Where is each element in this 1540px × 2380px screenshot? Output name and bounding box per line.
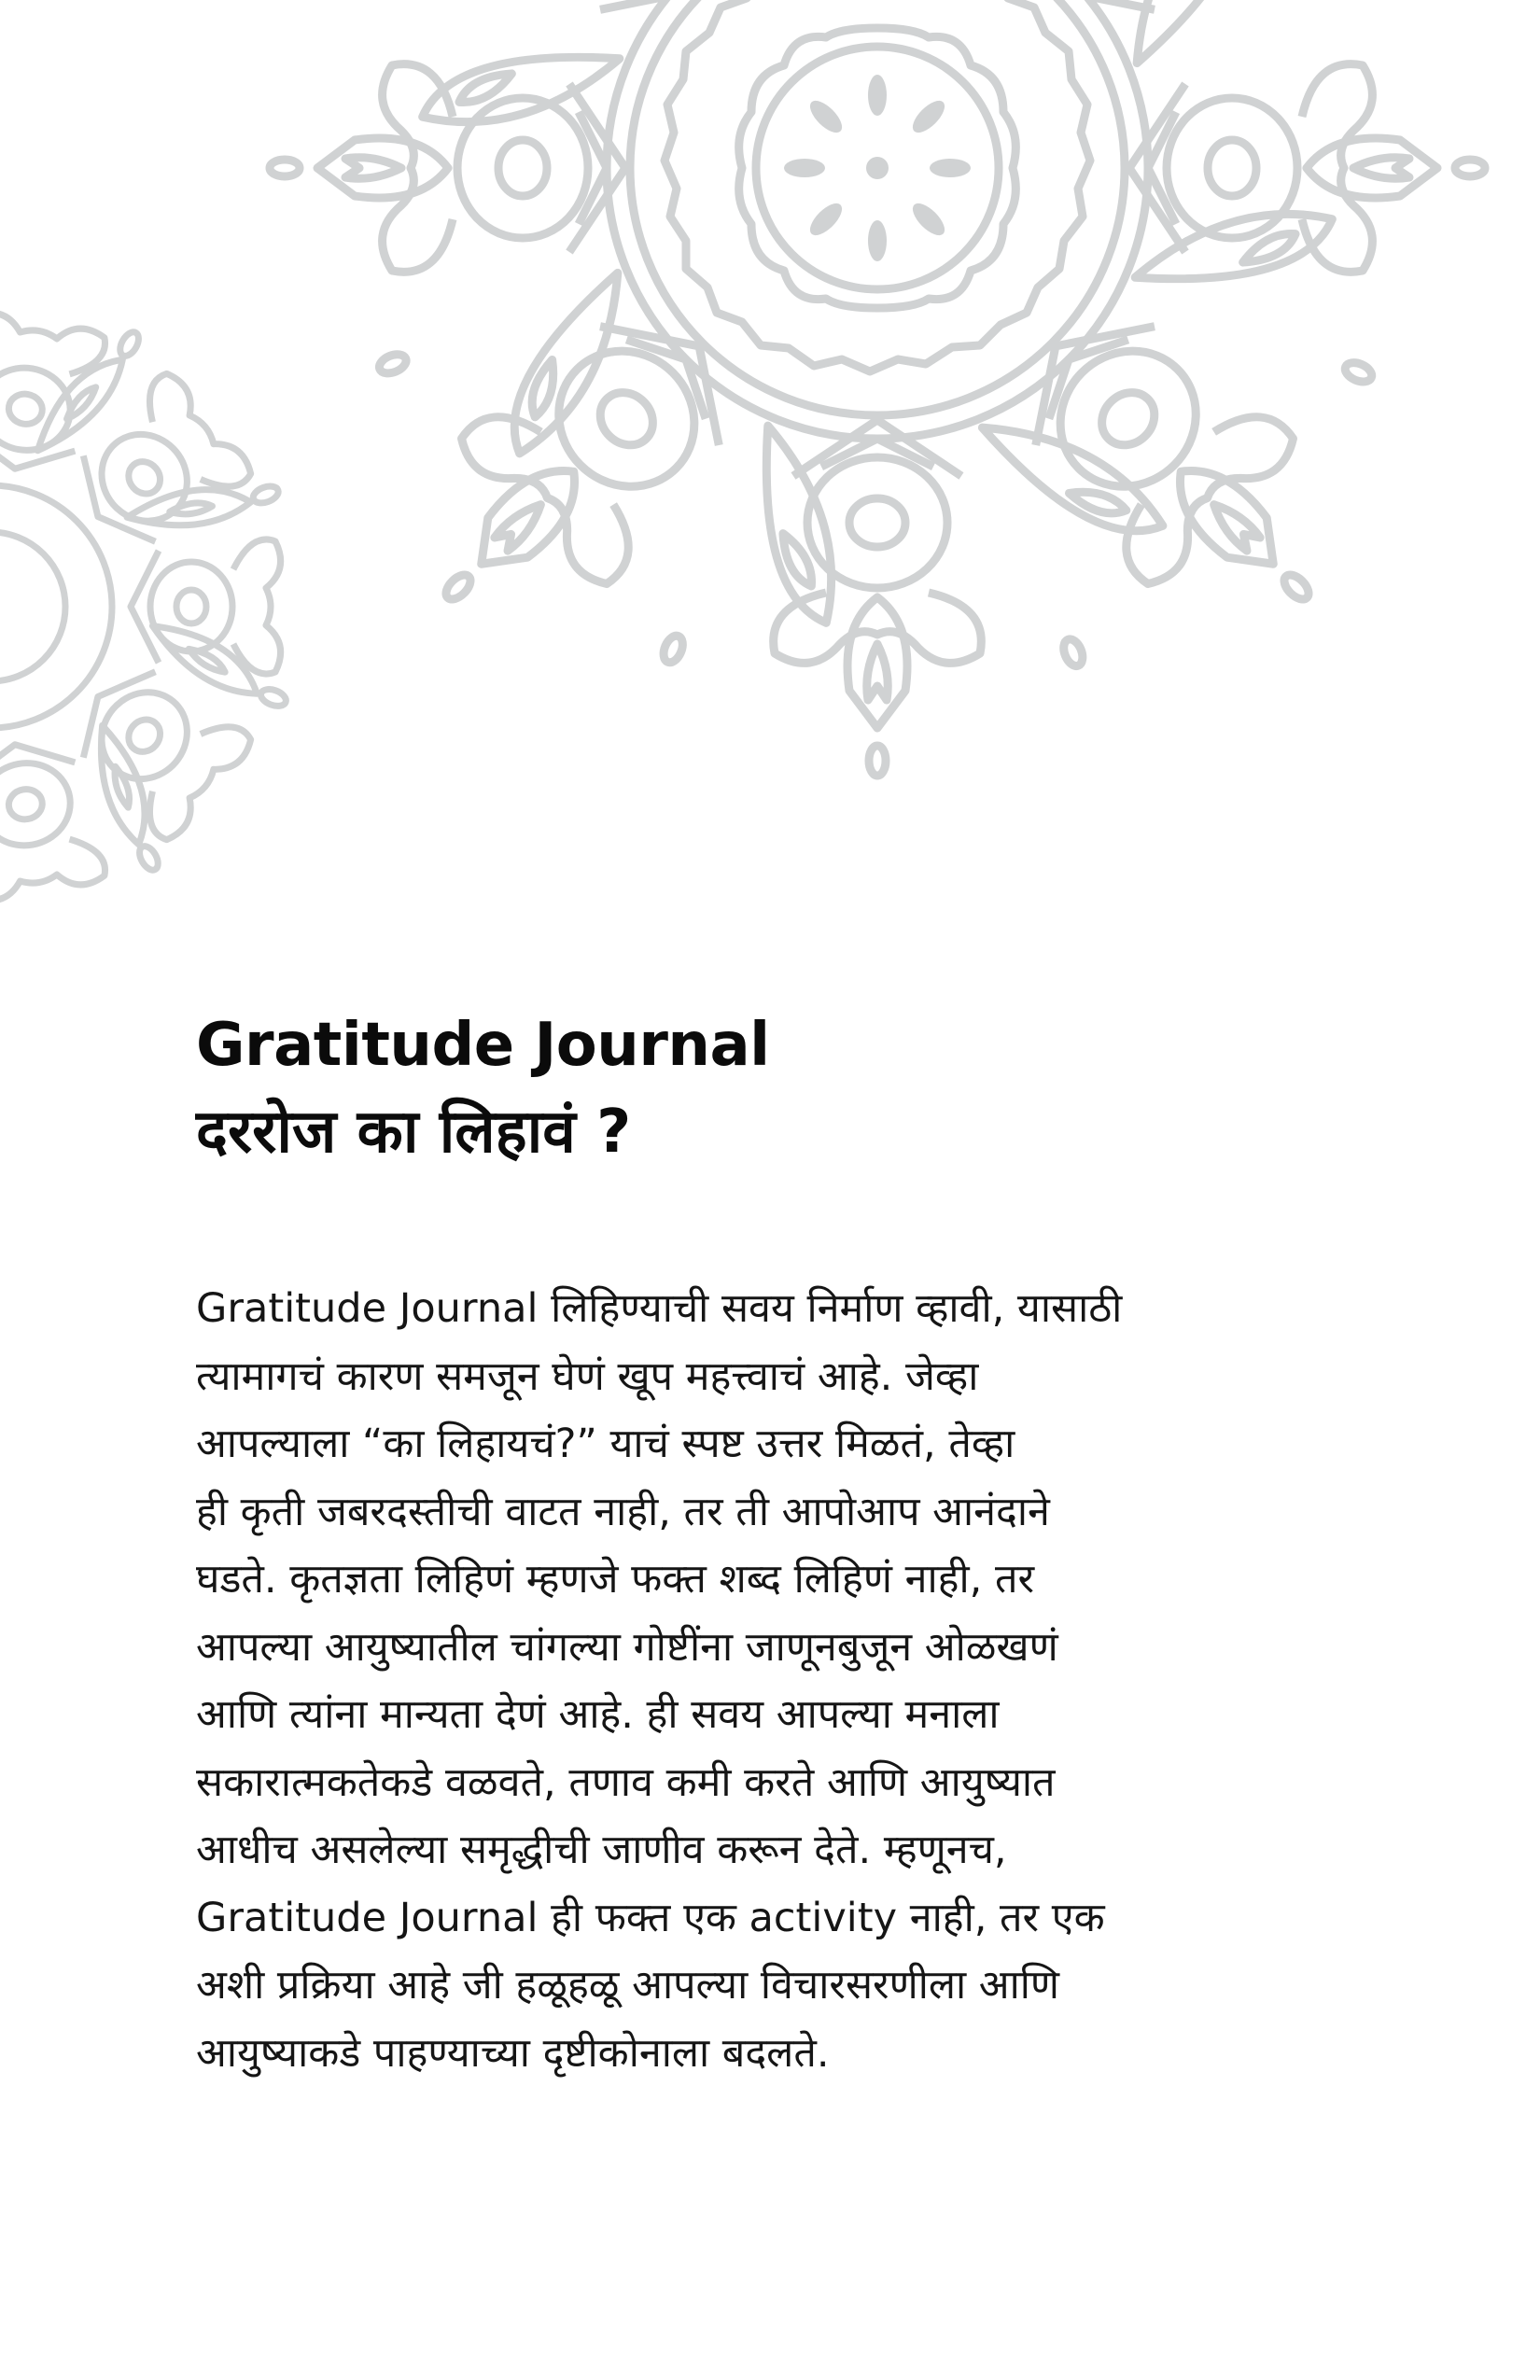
article-content — [196, 1008, 1353, 2087]
body-line: आयुष्याकडे पाहण्याच्या दृष्टीकोनाला बदलते. — [196, 2029, 830, 2077]
body-line: अशी प्रक्रिया आहे जी हळूहळू आपल्या विचारसरणीला आणि — [196, 1962, 1059, 2009]
body-line: ही कृती जबरदस्तीची वाटत नाही, तर ती आपोआप आनंदाने — [196, 1488, 1050, 1535]
body-line: Gratitude Journal ही फक्त एक activity नाही, तर एक — [196, 1894, 1105, 1941]
body-line: त्यामागचं कारण समजून घेणं खूप महत्त्वाचं आहे. जेव्हा — [196, 1352, 979, 1400]
mandala-top-decoration — [392, 0, 1363, 653]
mandala-icon — [0, 299, 299, 915]
body-line: आधीच असलेल्या समृद्धीची जाणीव करून देते. म्हणूनच, — [196, 1827, 1007, 1873]
heading-english: Gratitude Journal — [196, 1011, 770, 1080]
body-paragraph — [196, 1275, 1353, 2087]
body-line: आणि त्यांना मान्यता देणं आहे. ही सवय आपल्या मनाला — [196, 1691, 1000, 1738]
mandala-icon — [392, 0, 1363, 653]
mandala-left-decoration — [0, 299, 299, 915]
body-line: आपल्या आयुष्यातील चांगल्या गोष्टींना जाणूनबुजून ओळखणं — [196, 1623, 1058, 1671]
body-line: Gratitude Journal लिहिण्याची सवय निर्माण व्हावी, यासाठी — [196, 1285, 1123, 1332]
body-line: सकारात्मकतेकडे वळवते, तणाव कमी करते आणि आयुष्यात — [196, 1758, 1056, 1806]
body-line: घडते. कृतज्ञता लिहिणं म्हणजे फक्त शब्द लिहिणं नाही, तर — [196, 1556, 1035, 1603]
body-line: आपल्याला “का लिहायचं?” याचं स्पष्ट उत्तर मिळतं, तेव्हा — [196, 1421, 1015, 1467]
heading-marathi: दररोज का लिहावं ? — [196, 1098, 632, 1167]
